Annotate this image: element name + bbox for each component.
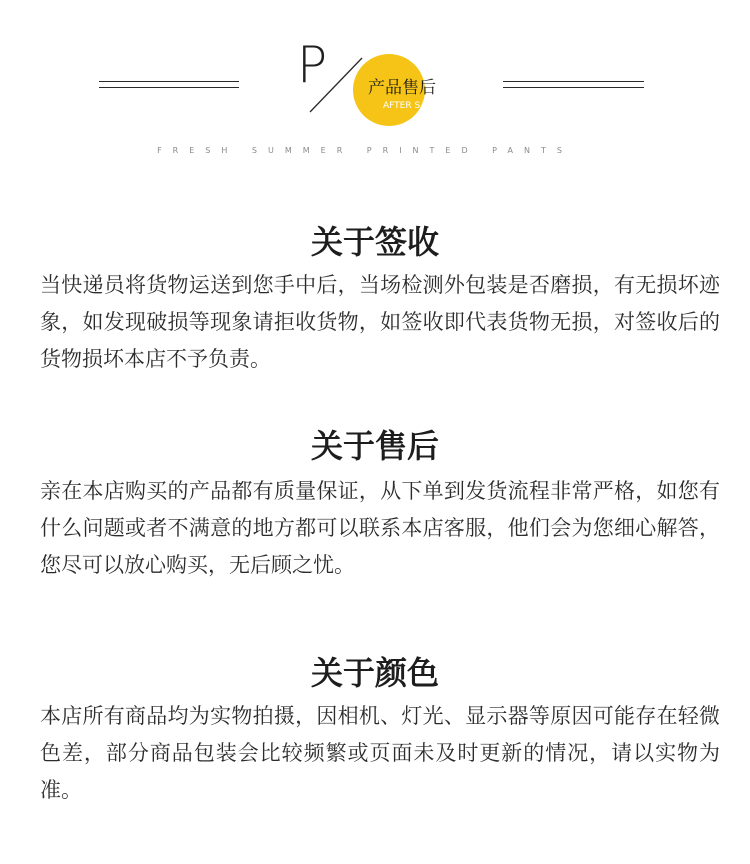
section-body-sign: 当快递员将货物运送到您手中后，当场检测外包装是否磨损，有无损坏迹象，如发现破损等现象请拒收货物，如签收即代表货物无损，对签收后的货物损坏本店不予负责。 [40, 273, 720, 371]
header-letter-p: P [297, 36, 328, 94]
header-tagline: FRESH SUMMER PRINTED PANTS [157, 146, 573, 155]
section-title-sign: 关于签收 [310, 223, 439, 261]
section-title-after-sales: 关于售后 [310, 427, 439, 465]
section-title-color: 关于颜色 [310, 654, 439, 692]
section-body-after-sales: 亲在本店购买的产品都有质量保证，从下单到发货流程非常严格，如您有什么问题或者不满意的地方都可以联系本店客服，他们会为您细心解答，您尽可以放心购买，无后顾之忧。 [40, 479, 720, 577]
badge-title-cn: 产品售后 [368, 78, 436, 98]
section-body-color: 本店所有商品均为实物拍摄，因相机、灯光、显示器等原因可能存在轻微色差，部分商品包装会比较频繁或页面未及时更新的情况，请以实物为准。 [40, 704, 720, 802]
badge-title-en: AFTER SALES [383, 101, 443, 111]
